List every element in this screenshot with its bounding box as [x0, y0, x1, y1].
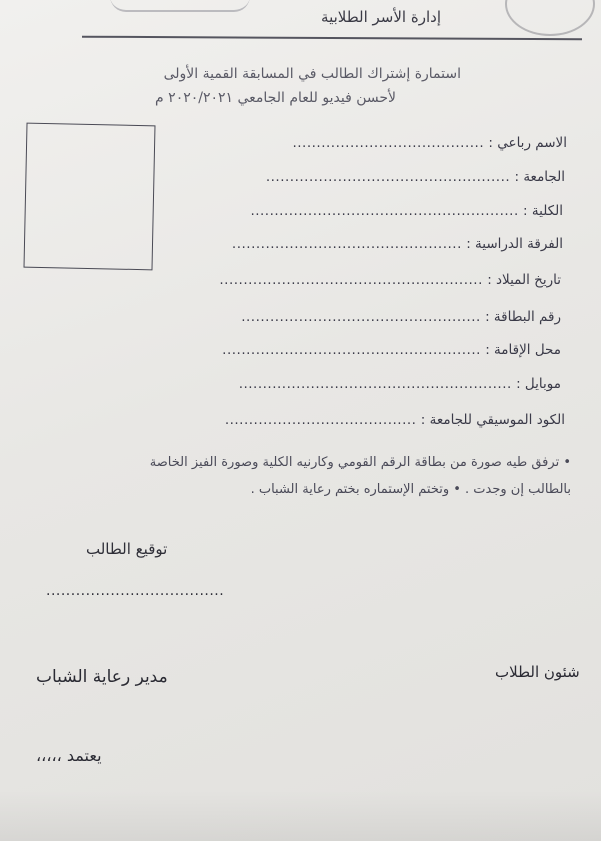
approval-label: يعتمد ،،،،،	[36, 746, 102, 765]
field-music-code[interactable]	[225, 412, 565, 428]
student-affairs-label: شئون الطلاب	[495, 663, 580, 681]
field-dots: ..................................................	[241, 309, 481, 325]
student-signature-line[interactable]: ....................................	[46, 583, 225, 599]
field-birth-date[interactable]	[219, 272, 561, 288]
field-academic-year[interactable]	[232, 236, 563, 252]
field-dots: ........................................................	[250, 203, 519, 219]
field-label: رقم البطاقة :	[485, 309, 561, 325]
field-label: الجامعة :	[514, 169, 565, 185]
youth-director-label: مدير رعاية الشباب	[36, 667, 168, 687]
field-residence[interactable]	[222, 342, 561, 358]
field-dots: ...................................................	[265, 169, 511, 185]
field-label: الفرقة الدراسية :	[466, 236, 563, 252]
field-dots: ......................................................	[222, 342, 481, 358]
top-handwriting	[110, 0, 250, 12]
field-faculty[interactable]	[250, 203, 563, 219]
student-signature-label: توقيع الطالب	[86, 540, 168, 558]
field-dots: ........................................	[292, 135, 485, 151]
field-label: الكود الموسيقي للجامعة :	[420, 412, 565, 428]
field-dots: ........................................	[224, 412, 417, 428]
field-full-name[interactable]	[292, 135, 567, 151]
field-label: الكلية :	[523, 203, 563, 219]
field-dots: .........................................................	[238, 376, 512, 392]
form-title: استمارة إشتراك الطالب في المسابقة القمية الأولى	[163, 66, 461, 82]
field-label: محل الإقامة :	[485, 342, 561, 358]
attachment-note-line2: بالطالب إن وجدت . • وتختم الإستماره بختم رعاية الشباب .	[250, 482, 571, 497]
field-dots: ................................................	[231, 236, 462, 252]
header-divider	[82, 36, 582, 41]
field-id-number[interactable]	[241, 309, 561, 325]
field-dots: .......................................................	[219, 272, 483, 288]
university-seal	[505, 0, 595, 36]
field-label: الاسم رباعي :	[488, 135, 567, 151]
photo-box	[23, 123, 155, 271]
page-shadow	[0, 790, 601, 841]
field-mobile[interactable]	[239, 376, 561, 392]
field-label: موبايل :	[516, 376, 561, 392]
department-name: إدارة الأسر الطلابية	[321, 8, 441, 26]
attachment-note-line1: • ترفق طيه صورة من بطاقة الرقم القومي وكارنيه الكلية وصورة الفيز الخاصة	[149, 455, 571, 470]
field-university[interactable]	[266, 169, 565, 185]
field-label: تاريخ الميلاد :	[487, 272, 561, 288]
form-subtitle: لأحسن فيديو للعام الجامعي ٢٠٢٠/٢٠٢١ م	[155, 90, 396, 106]
